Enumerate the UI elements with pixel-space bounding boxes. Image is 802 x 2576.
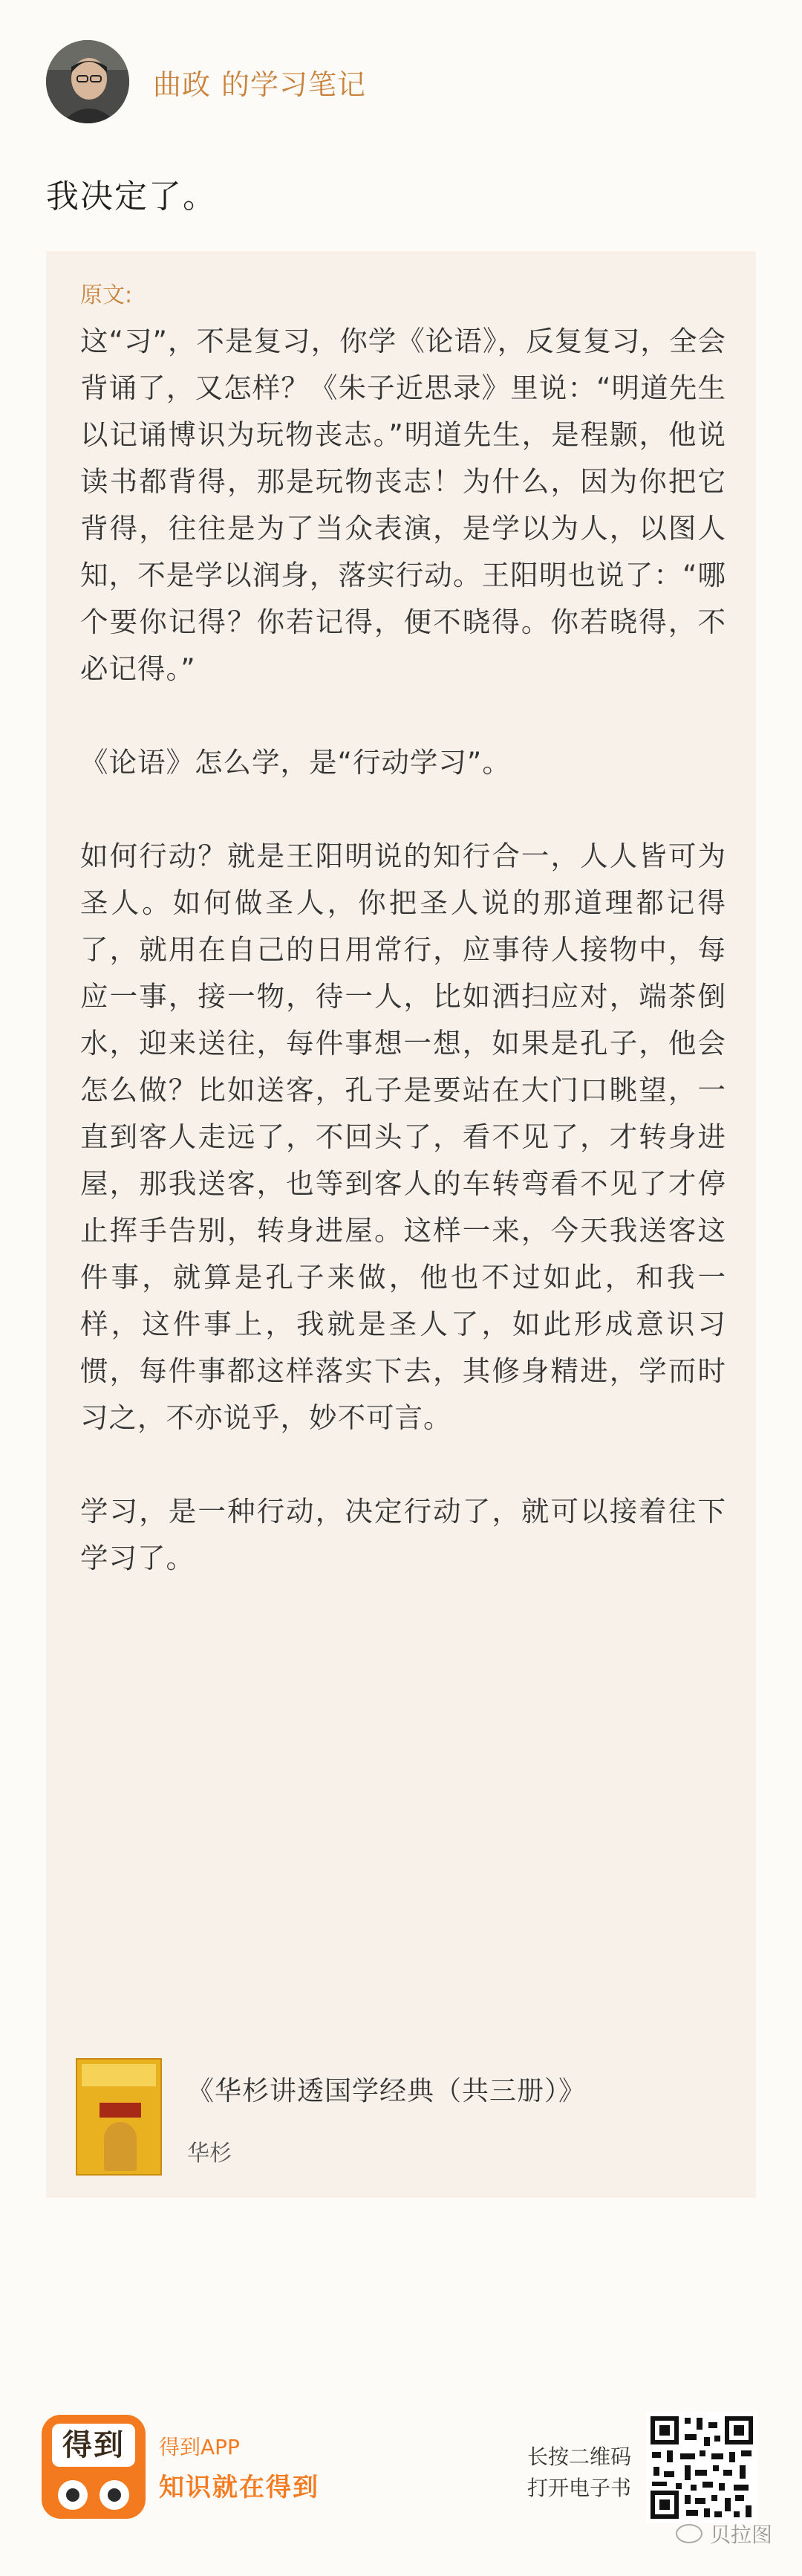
watermark	[676, 2519, 772, 2549]
book-info	[187, 2058, 586, 2176]
note-text: 我决定了。	[46, 178, 217, 215]
qr-code-icon	[646, 2412, 757, 2523]
quote-paragraph-2: 《论语》怎么学，是“行动学习”。	[80, 746, 511, 779]
quote-paragraph-1: 这“习”，不是复习，你学《论语》，反复复习，全会背诵了，又怎样？《朱子近思录》里说：“明道先生以记诵博识为玩物丧志。”明道先生，是程颢，他说读书都背得，那是玩物丧志！为什么，因为你把它背得，往往是为了当众表演，是学以为人，以图人知，不是学以润身，落实行动。王阳明也说了：“哪个要你记得？你若记得，便不晓得。你若晓得，不必记得。”	[80, 325, 726, 685]
note-header	[46, 37, 376, 126]
book-card[interactable]	[76, 2058, 586, 2176]
author-name[interactable]: 曲政	[153, 68, 212, 101]
watermark-text: 贝拉图	[710, 2523, 773, 2547]
author-line[interactable]	[153, 62, 376, 103]
qr-hint-line-1: 长按二维码	[527, 2444, 632, 2469]
quote-box	[46, 251, 756, 2198]
quote-paragraph-4: 学习，是一种行动，决定行动了，就可以接着往下学习了。	[80, 1495, 726, 1574]
owl-eye-left-icon	[58, 2480, 88, 2510]
quote-paragraph-3: 如何行动？就是王阳明说的知行合一，人人皆可为圣人。如何做圣人，你把圣人说的那道理都记得了，就用在自己的日用常行，应事待人接物中，每应一事，接一物，待一人，比如洒扫应对，端茶倒水，迎来送往，每件事想一想，如果是孔子，他会怎么做？比如送客，孔子是要站在大门口眺望，一直到客人走远了，不回头了，看不见了，才转身进屋，那我送客，也等到客人的车转弯看不见了才停止挥手告别，转身进屋。这样一来，今天我送客这件事，就算是孔子来做，他也不过如此，和我一样，这件事上，我就是圣人了，如此形成意识习惯，每件事都这样落实下去，其修身精进，学而时习之，不亦说乎，妙不可言。	[80, 840, 726, 1434]
app-slogan: 知识就在得到	[159, 2473, 319, 2502]
book-author: 华杉	[187, 2141, 232, 2167]
book-title[interactable]: 《华杉讲透国学经典（共三册）》	[187, 2076, 587, 2106]
logo-text: 得到	[52, 2424, 135, 2467]
original-label: 原文:	[80, 282, 133, 308]
owl-eye-right-icon	[100, 2480, 129, 2510]
author-suffix: 的学习笔记	[221, 68, 367, 101]
app-name: 得到APP	[159, 2435, 240, 2459]
app-logo[interactable]	[42, 2415, 146, 2519]
footer	[0, 2370, 802, 2519]
avatar-image	[46, 40, 129, 123]
qr-hint	[527, 2442, 631, 2504]
qr-hint-line-2: 打开电子书	[527, 2476, 632, 2500]
qr-code[interactable]	[646, 2412, 757, 2523]
book-cover[interactable]	[76, 2058, 162, 2176]
avatar[interactable]	[46, 40, 129, 123]
wechat-icon	[676, 2524, 702, 2543]
